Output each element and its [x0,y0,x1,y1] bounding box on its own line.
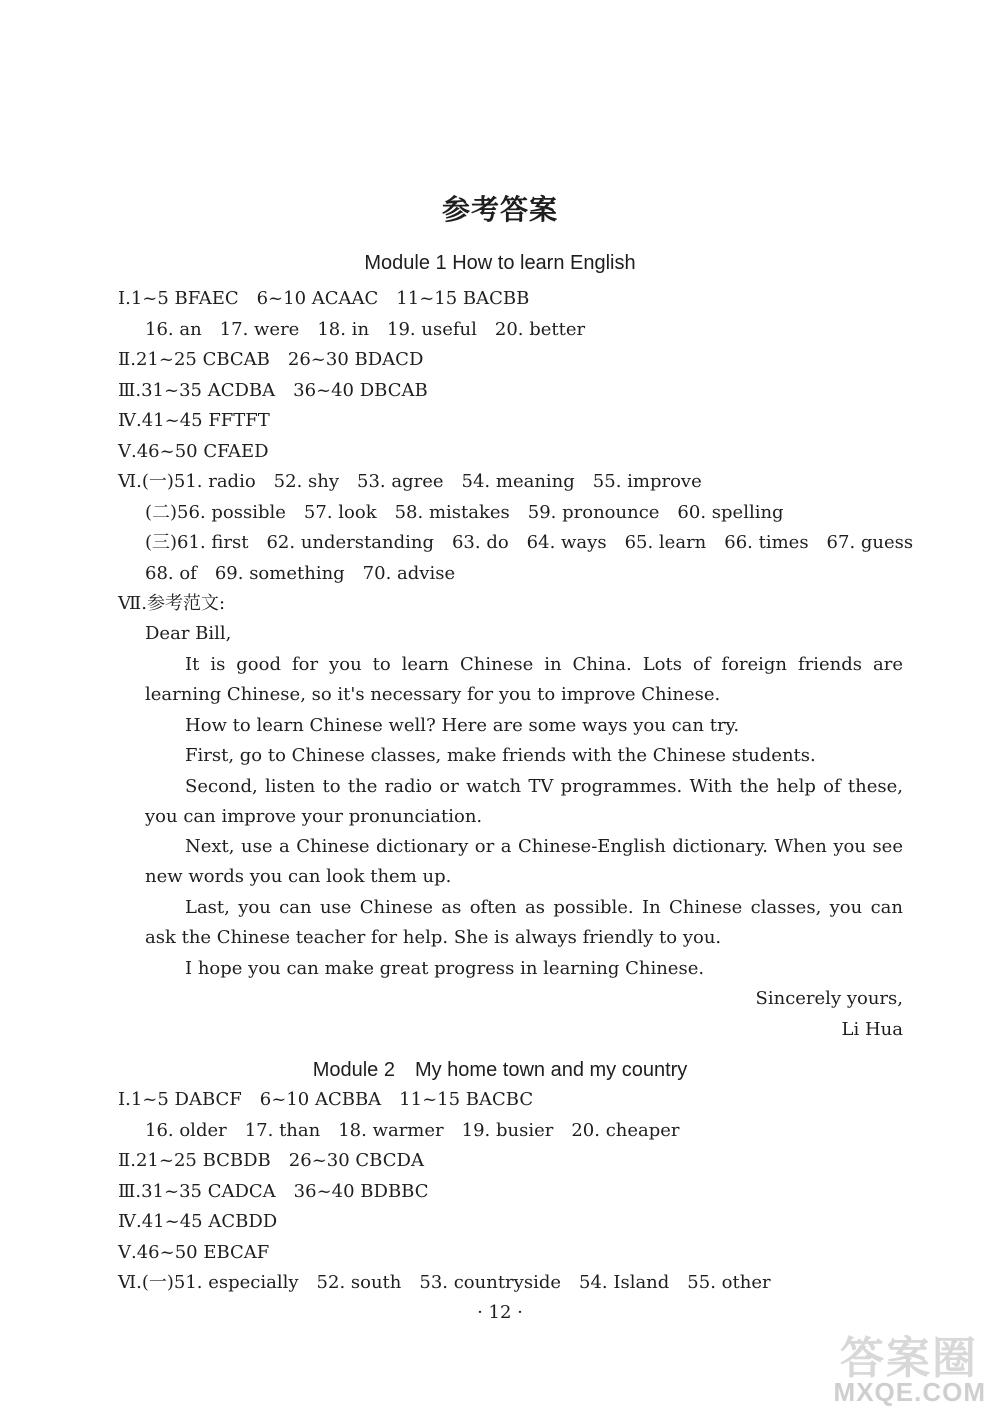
answer-line: Ⅴ.46~50 CFAED [118,441,269,462]
answer-line: Ⅴ.46~50 EBCAF [118,1242,270,1263]
watermark [756,1322,986,1410]
answer-line: Ⅱ.21~25 CBCAB 26~30 BDACD [118,349,424,370]
answer-line: Ⅲ.31~35 CADCA 36~40 BDBBC [118,1181,429,1202]
essay-label: Ⅶ.参考范文: [118,593,226,614]
answer-line: (二)56. possible 57. look 58. mistakes 59. pronounce 60. spelling [145,502,784,523]
answer-line: Ⅵ.(一)51. especially 52. south 53. countryside 54. Island 55. other [118,1272,771,1293]
essay-paragraph: Next, use a Chinese dictionary or a Chinese-English dictionary. When you see new words you can look them up. [145,836,903,888]
answer-line: Ⅳ.41~45 ACBDD [118,1211,278,1232]
essay-paragraph: How to learn Chinese well? Here are some ways you can try. [185,715,740,736]
answer-line: (三)61. first 62. understanding 63. do 64. ways 65. learn 66. times 67. guess [145,532,914,553]
answer-line: 16. older 17. than 18. warmer 19. busier 20. cheaper [145,1120,680,1141]
page-title: 参考答案 [441,193,558,226]
answer-line: Ⅲ.31~35 ACDBA 36~40 DBCAB [118,380,428,401]
module-2-heading: Module 2 My home town and my country [312,1059,688,1081]
essay-paragraph: Last, you can use Chinese as often as possible. In Chinese classes, you can ask the Chinese teacher for help. She is always friendly to you. [145,897,903,949]
page-number: · 12 · [477,1302,523,1323]
essay-paragraph: I hope you can make great progress in learning Chinese. [185,958,705,979]
answer-line: Ⅵ.(一)51. radio 52. shy 53. agree 54. meaning 55. improve [118,471,702,492]
module-1-heading: Module 1 How to learn English [364,252,636,274]
watermark-logo: 答案圈 [840,1333,978,1384]
answer-line: 68. of 69. something 70. advise [145,563,456,584]
essay-paragraph: First, go to Chinese classes, make friends with the Chinese students. [185,745,816,766]
answer-line: Ⅰ.1~5 BFAEC 6~10 ACAAC 11~15 BACBB [118,288,530,309]
letter-signature: Li Hua [841,1019,903,1040]
answer-line: Ⅱ.21~25 BCBDB 26~30 CBCDA [118,1150,424,1171]
letter-closing: Sincerely yours, [755,988,903,1009]
essay-paragraph: It is good for you to learn Chinese in China. Lots of foreign friends are learning Chinese, so it's necessary for you to improve Chinese. [145,654,903,706]
essay-paragraph: Second, listen to the radio or watch TV programmes. With the help of these, you can improve your pronunciation. [145,776,903,828]
watermark-url: MXQE.COM [833,1377,986,1407]
answer-line: Ⅳ.41~45 FFTFT [118,410,270,431]
answer-line: Ⅰ.1~5 DABCF 6~10 ACBBA 11~15 BACBC [118,1089,534,1110]
answer-line: 16. an 17. were 18. in 19. useful 20. better [145,319,586,340]
letter-greeting: Dear Bill, [145,623,232,644]
